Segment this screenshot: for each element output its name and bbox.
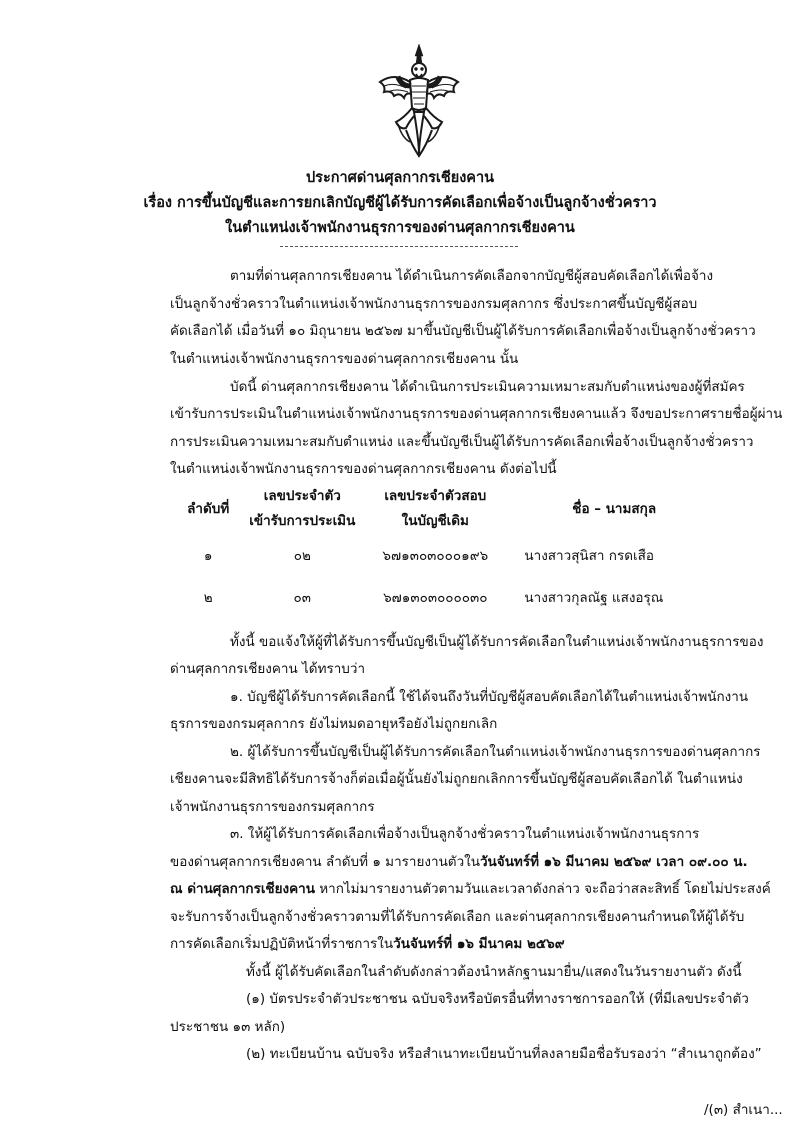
cell-order: ๑ bbox=[203, 548, 213, 564]
title-divider bbox=[280, 246, 518, 247]
selected-candidates-table bbox=[168, 484, 704, 618]
item3-line4: จะรับการจ้างเป็นลูกจ้างชั่วคราวตามที่ได้รับการคัดเลือก และด่านศุลกากรเชียงคานกำหนดให้ผู้ได้รับ bbox=[170, 909, 745, 925]
para1-line3: คัดเลือกได้ เมื่อวันที่ ๑๐ มิถุนายน ๒๕๖๗ มาขึ้นบัญชีเป็นผู้ได้รับการคัดเลือกเพื่อจ้างเป็นลูกจ้างชั่วคราว bbox=[170, 323, 756, 339]
header-exam-id-line1: เลขประจำตัวสอบ bbox=[384, 488, 487, 504]
item3-line5-text: การคัดเลือกเริ่มปฏิบัติหน้าที่ราชการใน bbox=[170, 936, 394, 952]
para3-line1: ทั้งนี้ ขอแจ้งให้ผู้ที่ได้รับการขึ้นบัญชีเป็นผู้ได้รับการคัดเลือกในตำแหน่งเจ้าพนักงานธุรการของ bbox=[230, 634, 764, 650]
para2-line4: ในตำแหน่งเจ้าพนักงานธุรการของด่านศุลกากรเชียงคาน ดังต่อไปนี้ bbox=[170, 461, 557, 477]
doc1-line2: ประชาชน ๑๓ หลัก) bbox=[170, 1019, 286, 1035]
cell-name: นางสาวสุนิสา กรดเสือ bbox=[524, 548, 654, 564]
item3-line2-text: ของด่านศุลกากรเชียงคาน ลำดับที่ ๑ มารายงานตัวใน bbox=[170, 854, 480, 870]
document-title bbox=[0, 166, 800, 241]
doc2-line1: (๒) ทะเบียนบ้าน ฉบับจริง หรือสำเนาทะเบียนบ้านที่ลงลายมือชื่อรับรองว่า “สำเนาถูกต้อง” bbox=[246, 1046, 762, 1062]
item2-line2: เชียงคานจะมีสิทธิได้รับการจ้างก็ต่อเมื่อผู้นั้นยังไม่ถูกยกเลิกการขึ้นบัญชีผู้สอบคัดเลือกได้ ในตำแหน่ง bbox=[170, 771, 743, 787]
table-header-row bbox=[168, 484, 704, 534]
header-eval-id-line1: เลขประจำตัว bbox=[263, 488, 341, 504]
cell-exam-id: ๖๗๑๓๐๓๐๐๐๑๙๖ bbox=[382, 548, 489, 564]
header-eval-id bbox=[248, 484, 356, 534]
item1-line1: ๑. บัญชีผู้ได้รับการคัดเลือกนี้ ใช้ได้จนถึงวันที่บัญชีผู้สอบคัดเลือกได้ในตำแหน่งเจ้าพนักงาน bbox=[230, 689, 749, 705]
para2-line1: บัดนี้ ด่านศุลกากรเชียงคาน ได้ดำเนินการประเมินความเหมาะสมกับตำแหน่งของผู้ที่สมัคร bbox=[230, 379, 745, 395]
table-row bbox=[168, 534, 704, 576]
item3-line2 bbox=[170, 850, 748, 872]
item3-line5 bbox=[170, 932, 565, 954]
para1-line1: ตามที่ด่านศุลกากรเชียงคาน ได้ดำเนินการคัดเลือกจากบัญชีผู้สอบคัดเลือกได้เพื่อจ้าง bbox=[230, 268, 714, 284]
report-location: ณ ด่านศุลกากรเชียงคาน bbox=[170, 881, 315, 897]
para1-line4: ในตำแหน่งเจ้าพนักงานธุรการของด่านศุลกากรเชียงคาน นั้น bbox=[170, 351, 519, 367]
start-date: วันจันทร์ที่ ๑๖ มีนาคม ๒๕๖๙ bbox=[393, 936, 565, 952]
header-order: ลำดับที่ bbox=[187, 500, 230, 517]
title-line-2: เรื่อง การขึ้นบัญชีและการยกเลิกบัญชีผู้ได้รับการคัดเลือกเพื่อจ้างเป็นลูกจ้างชั่วคราว bbox=[143, 195, 657, 211]
header-name: ชื่อ – นามสกุล bbox=[572, 500, 657, 517]
item3-line1: ๓. ให้ผู้ได้รับการคัดเลือกเพื่อจ้างเป็นลูกจ้างชั่วคราวในตำแหน่งเจ้าพนักงานธุรการ bbox=[230, 826, 700, 842]
para1-line2: เป็นลูกจ้างชั่วคราวในตำแหน่งเจ้าพนักงานธุรการของกรมศุลกากร ซึ่งประกาศขึ้นบัญชีผู้สอบ bbox=[170, 296, 698, 312]
cell-name: นางสาวกุลณัฐ แสงอรุณ bbox=[524, 590, 664, 606]
title-line-3: ในตำแหน่งเจ้าพนักงานธุรการของด่านศุลกากรเชียงคาน bbox=[225, 220, 575, 236]
cell-eval-id: ๐๒ bbox=[293, 548, 311, 564]
para3-line2: ด่านศุลกากรเชียงคาน ได้ทราบว่า bbox=[170, 661, 366, 677]
item3-line3 bbox=[170, 877, 771, 899]
para2-line2: เข้ารับการประเมินในตำแหน่งเจ้าพนักงานธุรการของด่านศุลกากรเชียงคานแล้ว จึงขอประกาศรายชื่อผู้ผ่าน bbox=[170, 406, 783, 422]
item2-line1: ๒. ผู้ได้รับการขึ้นบัญชีเป็นผู้ได้รับการคัดเลือกในตำแหน่งเจ้าพนักงานธุรการของด่านศุลกากร bbox=[230, 744, 761, 760]
header-exam-id bbox=[356, 484, 514, 534]
cell-exam-id: ๖๗๑๓๐๓๐๐๐๐๓๐ bbox=[383, 590, 488, 606]
header-exam-id-line2: ในบัญชีเดิม bbox=[401, 513, 469, 529]
garuda-emblem-icon bbox=[376, 42, 462, 160]
title-line-1: ประกาศด่านศุลกากรเชียงคาน bbox=[305, 170, 495, 186]
table-row bbox=[168, 576, 704, 618]
cell-eval-id: ๐๓ bbox=[293, 590, 312, 606]
docs-intro: ทั้งนี้ ผู้ได้รับคัดเลือกในลำดับดังกล่าวต้องนำหลักฐานมายื่น/แสดงในวันรายงานตัว ดังนี้ bbox=[246, 964, 742, 980]
item1-line2: ธุรการของกรมศุลกากร ยังไม่หมดอายุหรือยังไม่ถูกยกเลิก bbox=[170, 716, 498, 732]
item2-line3: เจ้าพนักงานธุรการของกรมศุลกากร bbox=[170, 799, 375, 815]
item3-line3-text: หากไม่มารายงานตัวตามวันและเวลาดังกล่าว จะถือว่าสละสิทธิ์ โดยไม่ประสงค์ bbox=[314, 881, 771, 897]
report-date: วันจันทร์ที่ ๑๖ มีนาคม ๒๕๖๙ เวลา ๐๙.๐๐ น. bbox=[479, 854, 748, 870]
doc1-line1: (๑) บัตรประจำตัวประชาชน ฉบับจริงหรือบัตรอื่นที่ทางราชการออกให้ (ที่มีเลขประจำตัว bbox=[246, 991, 749, 1007]
continued-marker: /(๓) สำเนา... bbox=[704, 1102, 783, 1118]
cell-order: ๒ bbox=[203, 590, 213, 606]
para2-line3: การประเมินความเหมาะสมกับตำแหน่ง และขึ้นบัญชีเป็นผู้ได้รับการคัดเลือกเพื่อจ้างเป็นลูกจ้างชั่วคราว bbox=[170, 434, 754, 450]
header-eval-id-line2: เข้ารับการประเมิน bbox=[249, 513, 356, 529]
